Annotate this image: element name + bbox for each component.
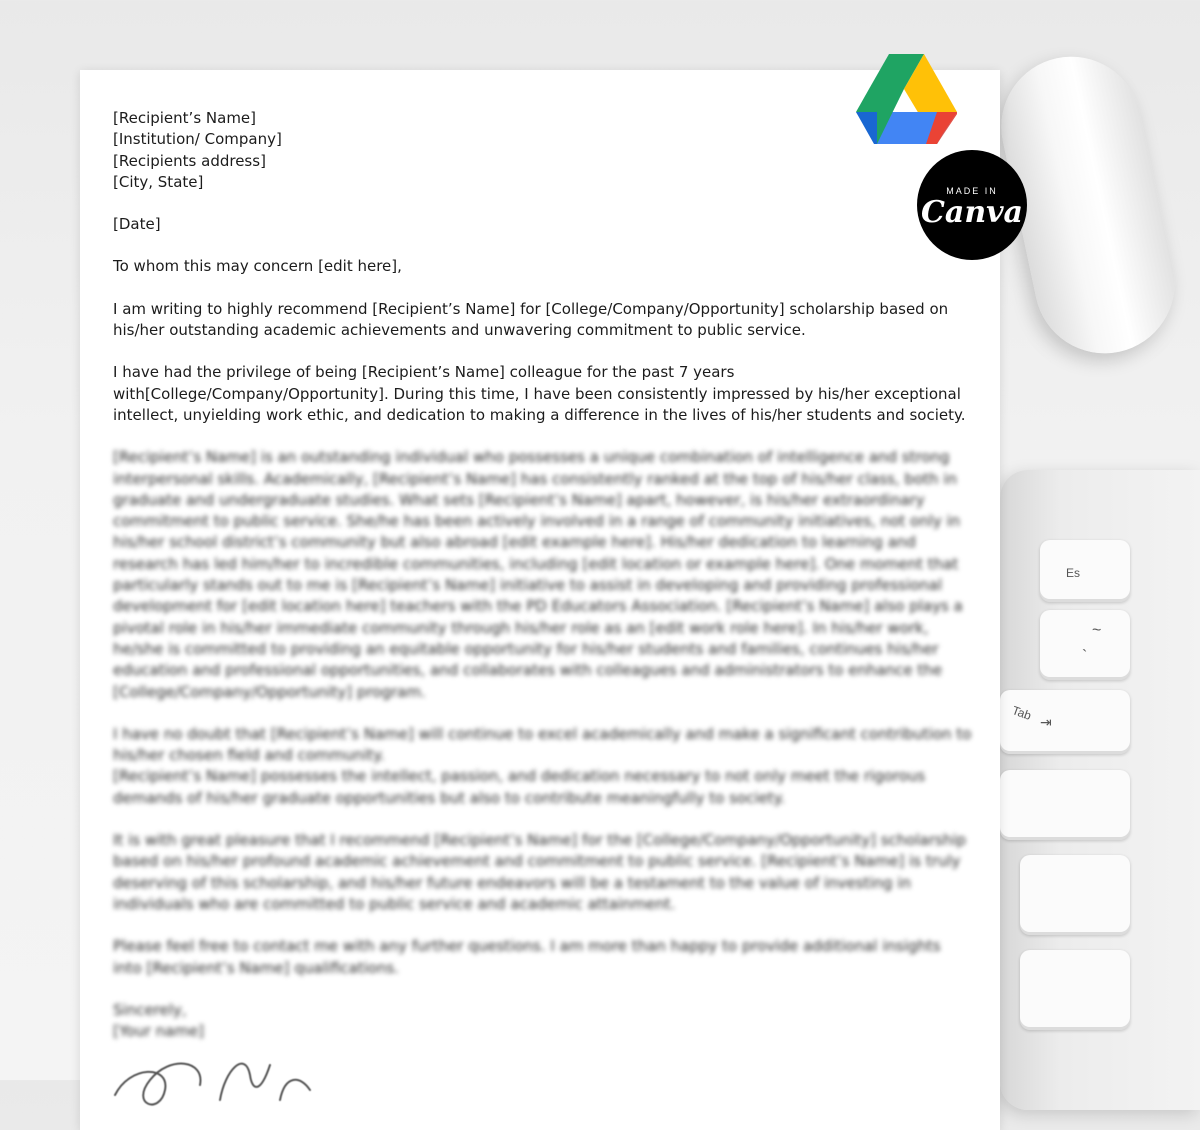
drive-logo-shadow [856,112,877,144]
esc-key [1040,540,1130,602]
tilde-key [1040,610,1130,680]
letter-body [113,108,973,1042]
esc-key-label: Es [1066,566,1081,580]
your-name: [Your name] [113,1022,205,1041]
paragraph-qualities-part-2: development for [edit location here] teachers with the PD Educators Association. [Recipient’s Name] also plays a pivotal role in his/her immediate community through his/her role as an [edit work role here]. In his/her work, he/she is committed to providing an equitable opportunity for his/her students and families, continues his/her education and professional opportunities, and collaborates with colleagues and administrators to enhance the [College/Company/Opportunity] program. [113,597,963,701]
closing: Sincerely, [113,1000,187,1019]
canva-badge-made-in: MADE IN [946,186,998,196]
letter-paper [80,70,1000,1130]
google-drive-icon [856,52,957,144]
shift-key [1020,855,1130,935]
recipient-address: [Recipients address] [113,151,266,170]
salutation: To whom this may concern [edit here], [113,257,402,276]
tilde-key-bottom: ` [1082,648,1088,665]
letter-date: [Date] [113,215,161,234]
paragraph-intro: I am writing to highly recommend [Recipient’s Name] for [College/Company/Opportunity] scholarship based on his/her outstanding academic achievements and unwavering commitment to public service. [113,299,949,340]
ctrl-key [1020,950,1130,1030]
tab-key-label: Tab [1010,703,1034,723]
paragraph-recommendation: It is with great pleasure that I recommend [Recipient’s Name] for the [College/Company/Opportunity] scholarship based on his/her profound academic achievement and commitment to public service. [Recipient’s Name] is truly deserving of this scholarship, and his/her future endeavors will be a testament to the value of investing in individuals who are committed to public service and academic attainment. [113,831,967,913]
paragraph-colleague-line-3: intellect, unyielding work ethic, and dedication to making a difference in the lives of his/her students and society. [113,405,966,424]
tab-key [1000,690,1130,754]
paragraph-colleague-line-1: I have had the privilege of being [Recipient’s Name] colleague for the past 7 years [113,363,735,382]
paragraph-contact: Please feel free to contact me with any further questions. I am more than happy to provide additional insights into [Recipient’s Name] qualifications. [113,937,941,977]
paragraph-confidence-part-2: [Recipient’s Name] possesses the intellect, passion, and dedication necessary to not only meet the rigorous demands of his/her graduate opportunities but also to contribute meaningfully to society. [113,767,926,807]
paragraph-confidence-part-1: I have no doubt that [Recipient’s Name] will continue to excel academically and make a significant contribution to his/her chosen field and community. [113,724,972,765]
paragraph-confidence [113,724,973,809]
institution: [Institution/ Company] [113,130,282,149]
signature-image [110,1045,350,1105]
canva-badge-wordmark: Canva [921,195,1023,230]
keyboard [1000,470,1200,1110]
tab-arrows-icon: ⇥ [1040,714,1052,730]
recipient-name: [Recipient’s Name] [113,109,257,127]
paragraph-qualities-part-1: [Recipient’s Name] is an outstanding individual who possesses a unique combination of intelligence and strong interpersonal skills. Academically, [Recipient’s Name] has consistently ranked at the top of his/her class, both in graduate and undergraduate studies. What sets [Recipient’s Name] apart, however, is his/her extraordinary commitment to public service. She/he has been actively involved in a range of community initiatives, not only in his/her school district’s community but also abroad [edit example here]. His/her dedication to learning and research has led him/her to incredible communities, including [edit location or example here]. One moment that particularly stands out to me is [Recipient’s Name] initiative to assist in developing and providing professional [113,448,961,595]
tilde-key-top: ~ [1092,622,1102,639]
paragraph-qualities [113,447,973,703]
paragraph-colleague-line-2: with[College/Company/Opportunity]. During this time, I have been consistently impressed by his/her exceptional [113,384,961,403]
caps-key [1000,770,1130,840]
made-in-canva-badge [917,150,1027,260]
city-state: [City, State] [113,172,204,191]
